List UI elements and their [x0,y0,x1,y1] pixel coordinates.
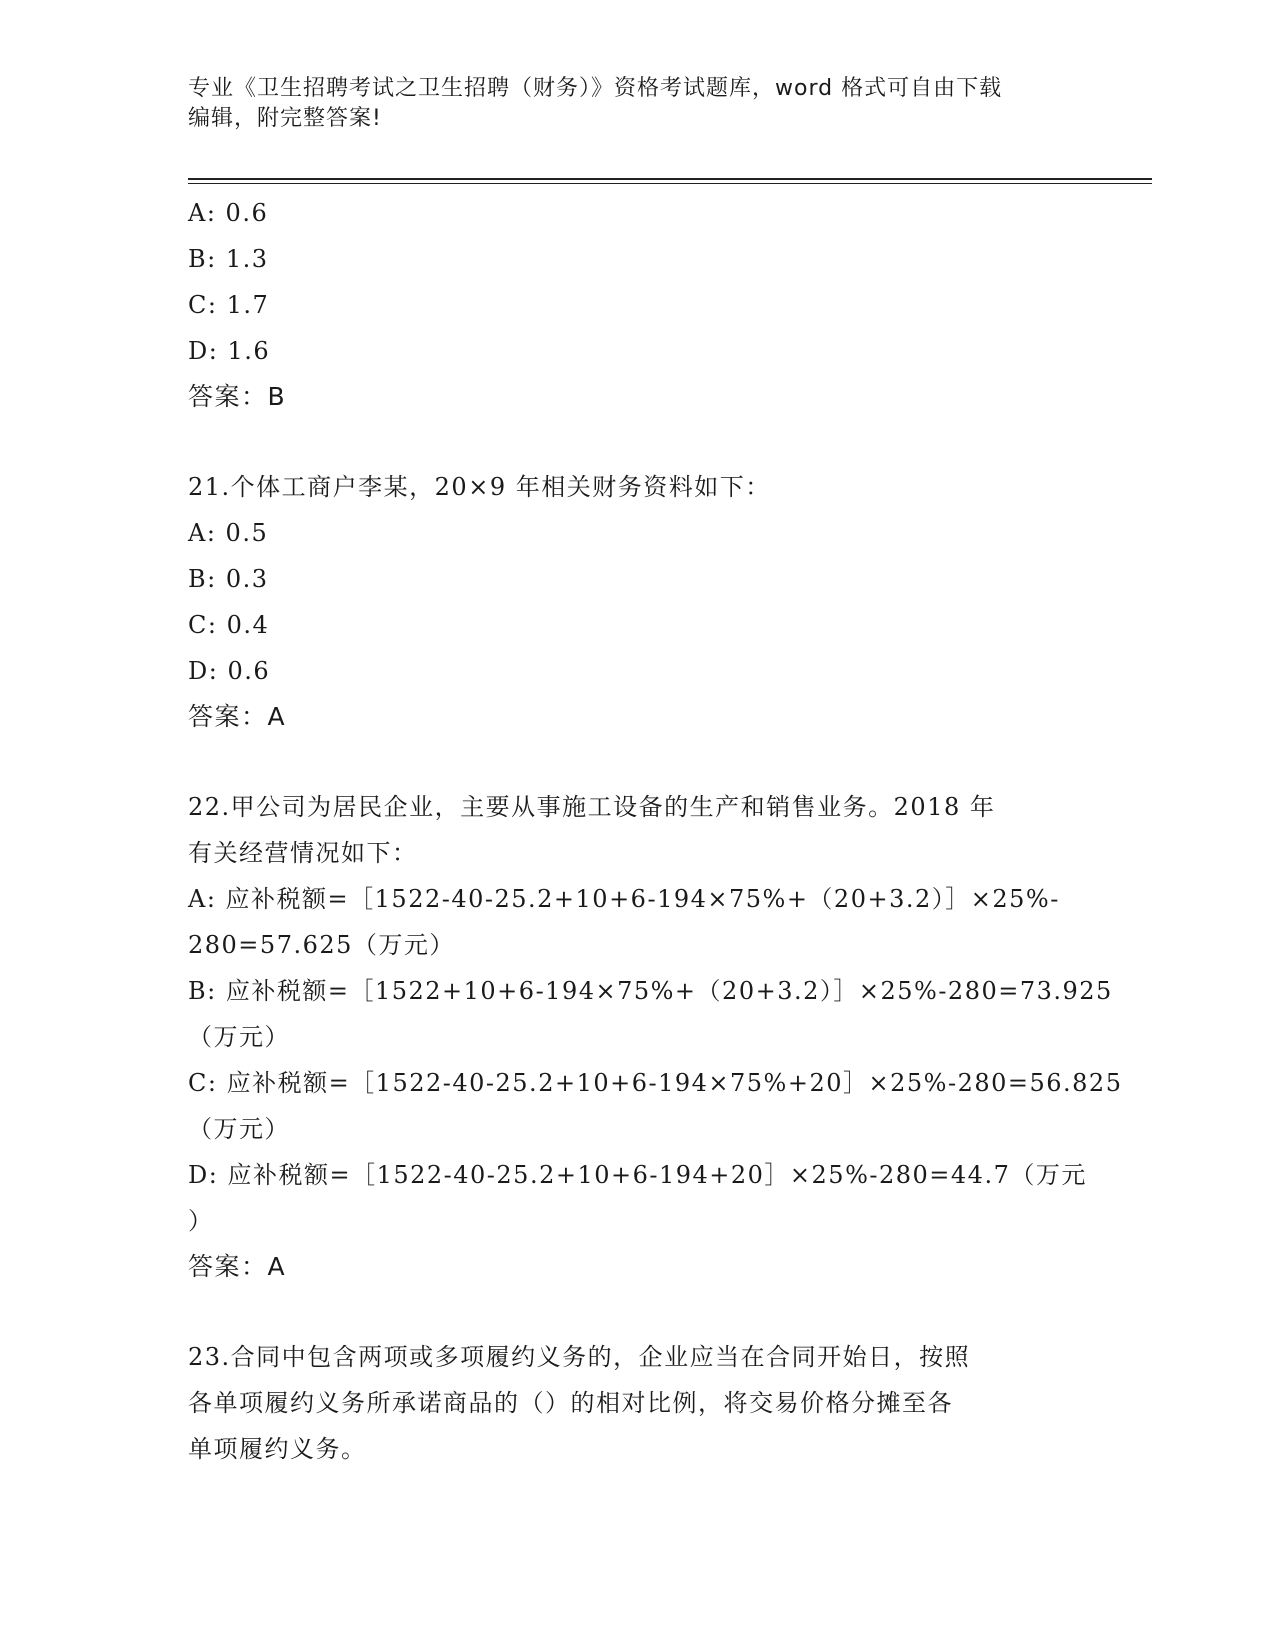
question-body [188,190,1123,1472]
answer: 答案：B [188,382,287,411]
answer: 答案：A [188,1252,287,1281]
option-b: B: 1.3 [188,245,269,273]
option-b-line-2: （万元） [188,1023,290,1051]
option-a: A: 0.6 [188,199,269,227]
question-title-line-1: 22.甲公司为居民企业，主要从事施工设备的生产和销售业务。2018 年 [188,793,996,821]
option-c-line-1: C: 应补税额=［1522-40-25.2+10+6-194×75%+20］×25%-280=56.825 [188,1069,1123,1097]
option-c-line-2: （万元） [188,1115,290,1143]
spacer [188,1290,1088,1334]
answer: 答案：A [188,702,287,731]
question-20 [188,190,1088,420]
spacer [188,740,1088,784]
option-a-line-2: 280=57.625（万元） [188,931,455,959]
header-line-2: 编辑，附完整答案! [188,106,382,131]
question-22 [188,784,1123,1290]
header-rule-thin [188,183,1152,184]
header-line-1: 专业《卫生招聘考试之卫生招聘（财务）》资格考试题库，word 格式可自由下载 [188,76,1003,101]
question-23 [188,1334,1088,1472]
question-title-line-3: 单项履约义务。 [188,1435,367,1463]
option-d: D: 0.6 [188,657,271,685]
option-a-line-1: A: 应补税额=［1522-40-25.2+10+6-194×75%+（20+3.2）］×25%- [188,885,1060,913]
question-title-line-2: 有关经营情况如下： [188,839,418,867]
option-d: D: 1.6 [188,337,271,365]
document-header [188,74,1088,134]
option-c: C: 0.4 [188,611,270,639]
question-title-line-1: 23.合同中包含两项或多项履约义务的，企业应当在合同开始日，按照 [188,1343,971,1371]
option-a: A: 0.5 [188,519,269,547]
question-21 [188,464,1088,740]
option-b-line-1: B: 应补税额=［1522+10+6-194×75%+（20+3.2）］×25%-280=73.925 [188,977,1113,1005]
spacer [188,420,1088,464]
question-title: 21.个体工商户李某，20×9 年相关财务资料如下： [188,473,771,501]
option-d-line-1: D: 应补税额=［1522-40-25.2+10+6-194+20］×25%-280=44.7（万元 [188,1161,1087,1189]
option-d-line-2: ） [188,1207,214,1235]
option-b: B: 0.3 [188,565,269,593]
option-c: C: 1.7 [188,291,270,319]
question-title-line-2: 各单项履约义务所承诺商品的（）的相对比例，将交易价格分摊至各 [188,1389,953,1417]
header-rule-thick [188,178,1152,180]
